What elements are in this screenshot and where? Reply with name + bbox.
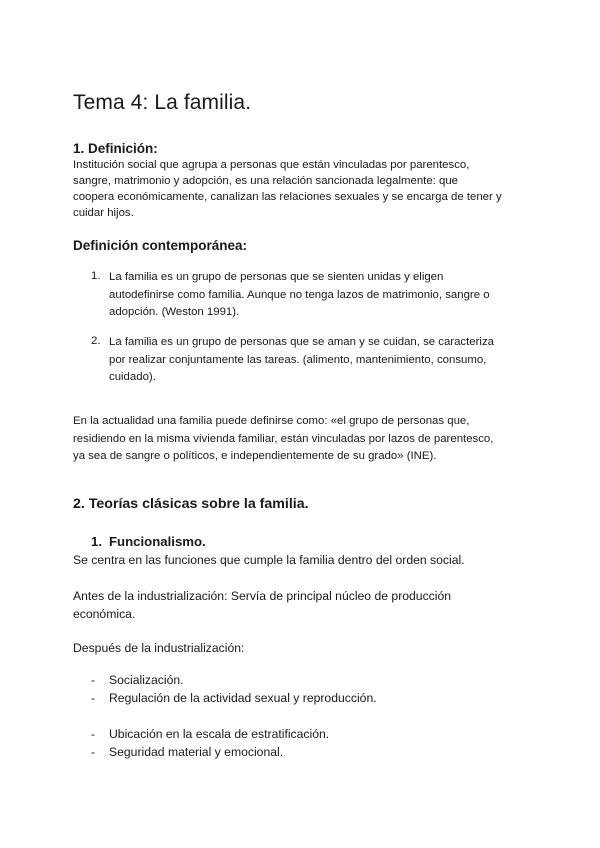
text-line: La familia es un grupo de personas que se aman y se cuidan, se caracteriza — [109, 336, 494, 348]
text-line: La familia es un grupo de personas que se sienten unidas y eligen — [109, 271, 444, 283]
text-line: coopera económicamente, canalizan las relaciones sexuales y se encarga de tener y — [73, 191, 502, 203]
text-line: En la actualidad una familia puede definirse como: «el grupo de personas que, — [73, 415, 470, 427]
text-line: Antes de la industrialización: Servía de principal núcleo de producción — [73, 589, 452, 603]
list-number: 1. — [91, 270, 101, 282]
despues-label: Después de la industrialización: — [73, 641, 245, 655]
bullet-item: Ubicación en la escala de estratificación. — [109, 727, 330, 741]
funcionalismo-text: Se centra en las funciones que cumple la familia dentro del orden social. — [73, 553, 465, 567]
text-line: autodefinirse como familia. Aunque no tenga lazos de matrimonio, sangre o — [109, 288, 490, 301]
text-line: económica. — [73, 607, 136, 621]
text-line: adopción. (Weston 1991). — [109, 306, 240, 318]
text-line: por realizar conjuntamente las tareas. (alimento, mantenimiento, consumo, — [109, 353, 487, 366]
subsection-heading-funcionalismo: Funcionalismo. — [109, 534, 206, 549]
text-line: residiendo en la misma vivienda familiar, están vinculadas por lazos de parentesco, — [73, 432, 494, 445]
bullet-dash: - — [91, 727, 96, 741]
list-item — [109, 269, 490, 322]
list-item — [109, 334, 494, 387]
bullet-item: Regulación de la actividad sexual y reproducción. — [109, 691, 377, 705]
text-line: sangre, matrimonio y adopción, es una relación sancionada legalmente: que — [73, 175, 458, 187]
definicion-paragraph — [73, 157, 502, 221]
text-line: Institución social que agrupa a personas que están vinculadas por parentesco, — [73, 159, 470, 171]
subsection-number: 1. — [91, 534, 102, 549]
bullet-dash: - — [91, 673, 96, 687]
bullet-item: Seguridad material y emocional. — [109, 745, 284, 759]
text-line: cuidar hijos. — [73, 207, 134, 219]
bullet-dash: - — [91, 745, 96, 759]
text-line: cuidado). — [109, 371, 156, 383]
section-heading-teorias: 2. Teorías clásicas sobre la familia. — [73, 496, 309, 512]
list-number: 2. — [91, 335, 101, 347]
page-title: Tema 4: La familia. — [73, 91, 252, 114]
bullet-dash: - — [91, 691, 96, 705]
section-heading-definicion: 1. Definición: — [73, 141, 158, 156]
actualidad-paragraph — [73, 413, 493, 466]
text-line: ya sea de sangre o políticos, e independientemente de su grado» (INE). — [73, 450, 437, 462]
antes-paragraph — [73, 587, 451, 623]
bullet-item: Socialización. — [109, 673, 184, 687]
section-heading-contemporanea: Definición contemporánea: — [73, 238, 248, 253]
